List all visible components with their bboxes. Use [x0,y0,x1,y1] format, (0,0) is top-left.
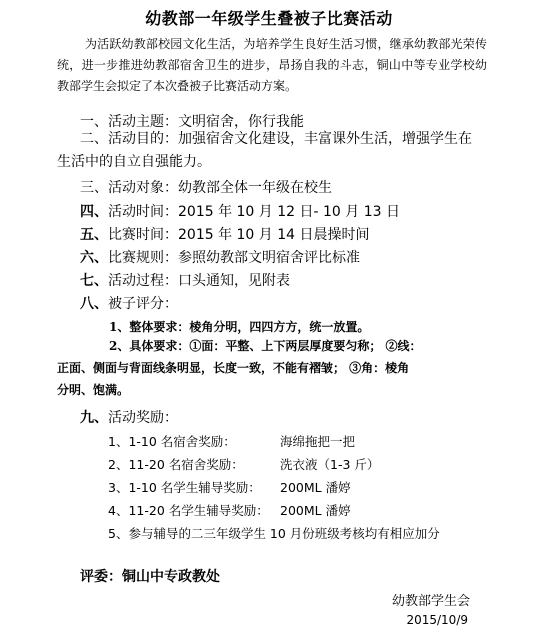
section-text: 比赛规则：参照幼教部文明宿舍评比标准 [108,250,360,266]
award-item [108,455,379,473]
section-text: 活动时间：2015 年 10 月 12 日- 10 月 13 日 [108,204,400,220]
section-text: 被子评分： [108,296,178,312]
section-number: 九、 [80,410,108,426]
section-number: 一、 [80,114,108,130]
requirement-overall: 1、整体要求：棱角分明，四四方方，统一放置。 [109,320,370,334]
requirement-detail-line-3: 分明、饱满。 [57,383,130,397]
section-number: 五、 [80,227,108,243]
organizer-signature: 幼教部学生会 [391,594,470,609]
section-number: 八、 [80,296,108,312]
award-item [108,501,351,519]
section-text: 活动过程：口头通知，见附表 [108,273,290,289]
document-date: 2015/10/9 [406,613,468,627]
section-number: 三、 [80,180,108,196]
document-title: 幼教部一年级学生叠被子比赛活动 [145,9,393,28]
award-name: 1、1-10 名宿舍奖励： [108,434,236,449]
award-prize: 海绵拖把一把 [280,434,356,449]
award-name: 4、11-20 名学生辅导奖励： [108,503,269,518]
award-item [108,524,440,542]
award-prize: 200ML 潘婷 [280,480,351,495]
section-rules [80,247,360,267]
award-name: 3、1-10 名学生辅导奖励： [108,480,261,495]
award-name: 2、11-20 名宿舍奖励： [108,457,244,472]
requirement-detail-line-2: 正面、侧面与背面线条明显，长度一致，不能有褶皱； ③角：棱角 [57,361,410,375]
section-target [80,177,332,197]
section-text: 活动对象：幼教部全体一年级在校生 [108,180,332,196]
section-text: 活动奖励： [108,410,178,426]
award-item [108,432,355,450]
section-text: 比赛时间：2015 年 10 月 14 日晨操时间 [108,227,370,243]
section-awards [80,407,178,427]
award-prize: 200ML 潘婷 [280,503,351,518]
requirement-detail-line-1: 2、具体要求：①面：平整、上下两层厚度要匀称； ②线： [109,339,422,353]
section-number: 二、 [80,131,108,147]
section-number: 六、 [80,250,108,266]
award-prize: 洗衣液（1-3 斤） [280,457,380,472]
award-name: 5、参与辅导的二三年级学生 10 月份班级考核均有相应加分 [108,526,440,541]
section-number: 四、 [80,204,108,220]
section-text: 活动主题：文明宿舍，你行我能 [108,114,304,130]
section-contest-time [80,224,370,244]
section-purpose [57,128,487,174]
award-item [108,478,351,496]
section-text: 活动目的：加强宿舍文化建设，丰富课外生活，增强学生在 [108,131,472,147]
requirement-detail [57,335,487,401]
section-number: 七、 [80,273,108,289]
section-activity-time [80,201,400,221]
intro-paragraph: 为活跃幼教部校园文化生活，为培养学生良好生活习惯，继承幼教部光荣传统，进一步推进幼教部宿舍卫生的进步，昂扬自我的斗志，铜山中等专业学校幼教部学生会拟定了本次叠被子比赛活动方案。 [57,37,487,93]
section-process [80,270,290,290]
judge-line: 评委：铜山中专政教处 [80,569,220,585]
section-text-continued: 生活中的自立自强能力。 [57,154,211,170]
section-scoring [80,293,178,313]
